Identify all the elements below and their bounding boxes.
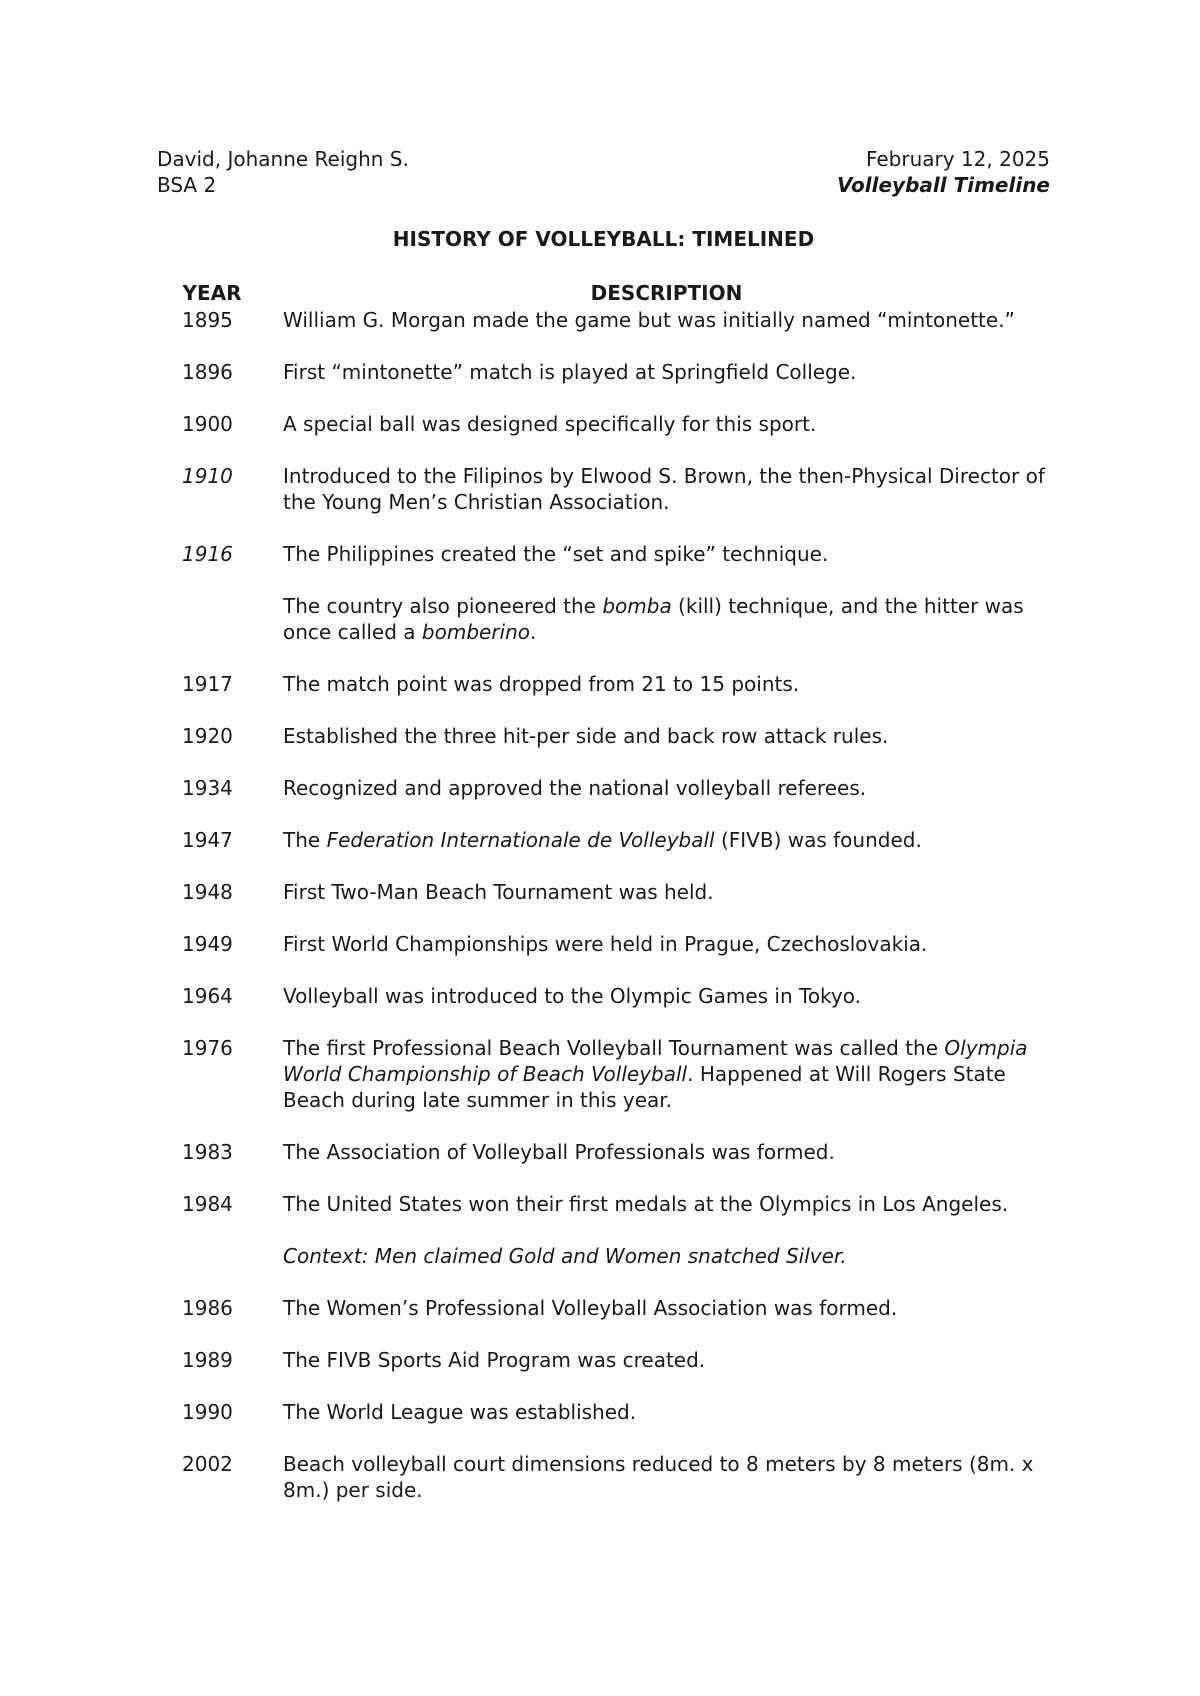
description-paragraph — [283, 463, 1050, 515]
description-text: . Happened at Will Rogers State Beach during late summer in this year. — [283, 1062, 1006, 1112]
entry-description — [283, 1399, 1050, 1425]
entry-year: 1920 — [182, 724, 233, 748]
description-paragraph — [283, 541, 1050, 567]
description-paragraph — [283, 1139, 1050, 1165]
entry-year: 1896 — [182, 360, 233, 384]
description-text: Beach volleyball court dimensions reduced to 8 meters by 8 meters (8m. x 8m.) per side. — [283, 1452, 1034, 1502]
timeline-entry — [157, 1139, 1050, 1165]
description-text: The United States won their first medals at the Olympics in Los Angeles. — [283, 1192, 1009, 1216]
description-text: . — [530, 620, 537, 644]
description-text: William G. Morgan made the game but was initially named “mintonette.” — [283, 308, 1015, 332]
description-text: The — [283, 828, 327, 852]
timeline-entry — [157, 307, 1050, 333]
entry-year: 1947 — [182, 828, 233, 852]
description-paragraph — [283, 827, 1050, 853]
timeline-entry — [157, 463, 1050, 515]
description-text: Established the three hit-per side and back row attack rules. — [283, 724, 889, 748]
entry-description — [283, 1451, 1050, 1503]
entry-description — [283, 775, 1050, 801]
entry-description — [283, 463, 1050, 515]
entry-year: 1983 — [182, 1140, 233, 1164]
entry-description — [283, 671, 1050, 697]
timeline-entry — [157, 879, 1050, 905]
description-text: Introduced to the Filipinos by Elwood S. Brown, the then-Physical Director of the Young Men’s Christian Association. — [283, 464, 1045, 514]
timeline-entry — [157, 983, 1050, 1009]
description-text: The FIVB Sports Aid Program was created. — [283, 1348, 706, 1372]
timeline-entry — [157, 1295, 1050, 1321]
header-right — [837, 146, 1050, 198]
entry-description — [283, 541, 1050, 645]
description-paragraph — [283, 983, 1050, 1009]
description-paragraph — [283, 931, 1050, 957]
description-italic-note: Context: Men claimed Gold and Women snatched Silver. — [283, 1244, 847, 1268]
entry-description — [283, 1295, 1050, 1321]
entry-description — [283, 411, 1050, 437]
entry-year: 1949 — [182, 932, 233, 956]
description-paragraph — [283, 359, 1050, 385]
timeline-list — [157, 307, 1050, 1529]
description-paragraph — [283, 1295, 1050, 1321]
timeline-entry — [157, 1399, 1050, 1425]
timeline-entry — [157, 359, 1050, 385]
entry-description — [283, 931, 1050, 957]
timeline-entry — [157, 775, 1050, 801]
entry-description — [283, 983, 1050, 1009]
entry-year: 1986 — [182, 1296, 233, 1320]
entry-year: 1900 — [182, 412, 233, 436]
course-label: BSA 2 — [157, 173, 217, 197]
description-paragraph — [283, 879, 1050, 905]
description-paragraph — [283, 775, 1050, 801]
description-text: The Association of Volleyball Professionals was formed. — [283, 1140, 835, 1164]
entry-description — [283, 307, 1050, 333]
entry-year: 1948 — [182, 880, 233, 904]
description-text: Volleyball was introduced to the Olympic Games in Tokyo. — [283, 984, 861, 1008]
timeline-entry — [157, 1347, 1050, 1373]
description-paragraph — [283, 593, 1050, 645]
entry-year: 1976 — [182, 1036, 233, 1060]
entry-year: 1990 — [182, 1400, 233, 1424]
document-subtitle: Volleyball Timeline — [837, 173, 1050, 197]
entry-description — [283, 1191, 1050, 1269]
description-text: The first Professional Beach Volleyball Tournament was called the — [283, 1036, 945, 1060]
entry-year: 1984 — [182, 1192, 233, 1216]
year-column-header: YEAR — [182, 281, 242, 305]
entry-year: 1895 — [182, 308, 233, 332]
timeline-entry — [157, 411, 1050, 437]
entry-description — [283, 827, 1050, 853]
description-paragraph — [283, 1347, 1050, 1373]
entry-description — [283, 1139, 1050, 1165]
author-name: David, Johanne Reighn S. — [157, 147, 409, 171]
page-title: HISTORY OF VOLLEYBALL: TIMELINED — [392, 227, 815, 251]
description-column-header: DESCRIPTION — [590, 281, 743, 305]
timeline-entry — [157, 671, 1050, 697]
description-text: A special ball was designed specifically for this sport. — [283, 412, 817, 436]
description-italic-term: Olympia World Championship of Beach Volleyball — [283, 1036, 1028, 1086]
description-text: (kill) technique, and the hitter was once called a — [283, 594, 1024, 644]
description-italic-term: bomba — [602, 594, 672, 618]
description-paragraph — [283, 1243, 1050, 1269]
description-text: The Women’s Professional Volleyball Association was formed. — [283, 1296, 898, 1320]
description-paragraph — [283, 723, 1050, 749]
document-date: February 12, 2025 — [865, 147, 1050, 171]
timeline-entry — [157, 931, 1050, 957]
entry-year: 1916 — [182, 542, 233, 566]
description-text: The World League was established. — [283, 1400, 637, 1424]
entry-description — [283, 359, 1050, 385]
entry-year: 1910 — [182, 464, 233, 488]
timeline-entry — [157, 1451, 1050, 1503]
description-paragraph — [283, 1451, 1050, 1503]
description-italic-term: Federation Internationale de Volleyball — [326, 828, 715, 852]
description-italic-term: bomberino — [421, 620, 531, 644]
description-text: The match point was dropped from 21 to 15 points. — [283, 672, 800, 696]
timeline-entry — [157, 827, 1050, 853]
entry-year: 1934 — [182, 776, 233, 800]
description-paragraph — [283, 1191, 1050, 1217]
description-paragraph — [283, 411, 1050, 437]
description-text: The country also pioneered the — [283, 594, 603, 618]
entry-description — [283, 1035, 1050, 1113]
timeline-entry — [157, 541, 1050, 645]
entry-year: 2002 — [182, 1452, 233, 1476]
description-text: The Philippines created the “set and spike” technique. — [283, 542, 829, 566]
description-paragraph — [283, 671, 1050, 697]
entry-year: 1989 — [182, 1348, 233, 1372]
description-text: Recognized and approved the national volleyball referees. — [283, 776, 867, 800]
header-left — [157, 146, 409, 198]
timeline-entry — [157, 1035, 1050, 1113]
description-text: First Two-Man Beach Tournament was held. — [283, 880, 714, 904]
timeline-entry — [157, 1191, 1050, 1269]
entry-description — [283, 723, 1050, 749]
description-paragraph — [283, 1399, 1050, 1425]
description-text: First “mintonette” match is played at Springfield College. — [283, 360, 857, 384]
description-text: (FIVB) was founded. — [714, 828, 922, 852]
entry-description — [283, 879, 1050, 905]
entry-description — [283, 1347, 1050, 1373]
entry-year: 1917 — [182, 672, 233, 696]
description-paragraph — [283, 1035, 1050, 1113]
timeline-entry — [157, 723, 1050, 749]
entry-year: 1964 — [182, 984, 233, 1008]
description-paragraph — [283, 307, 1050, 333]
description-text: First World Championships were held in Prague, Czechoslovakia. — [283, 932, 928, 956]
